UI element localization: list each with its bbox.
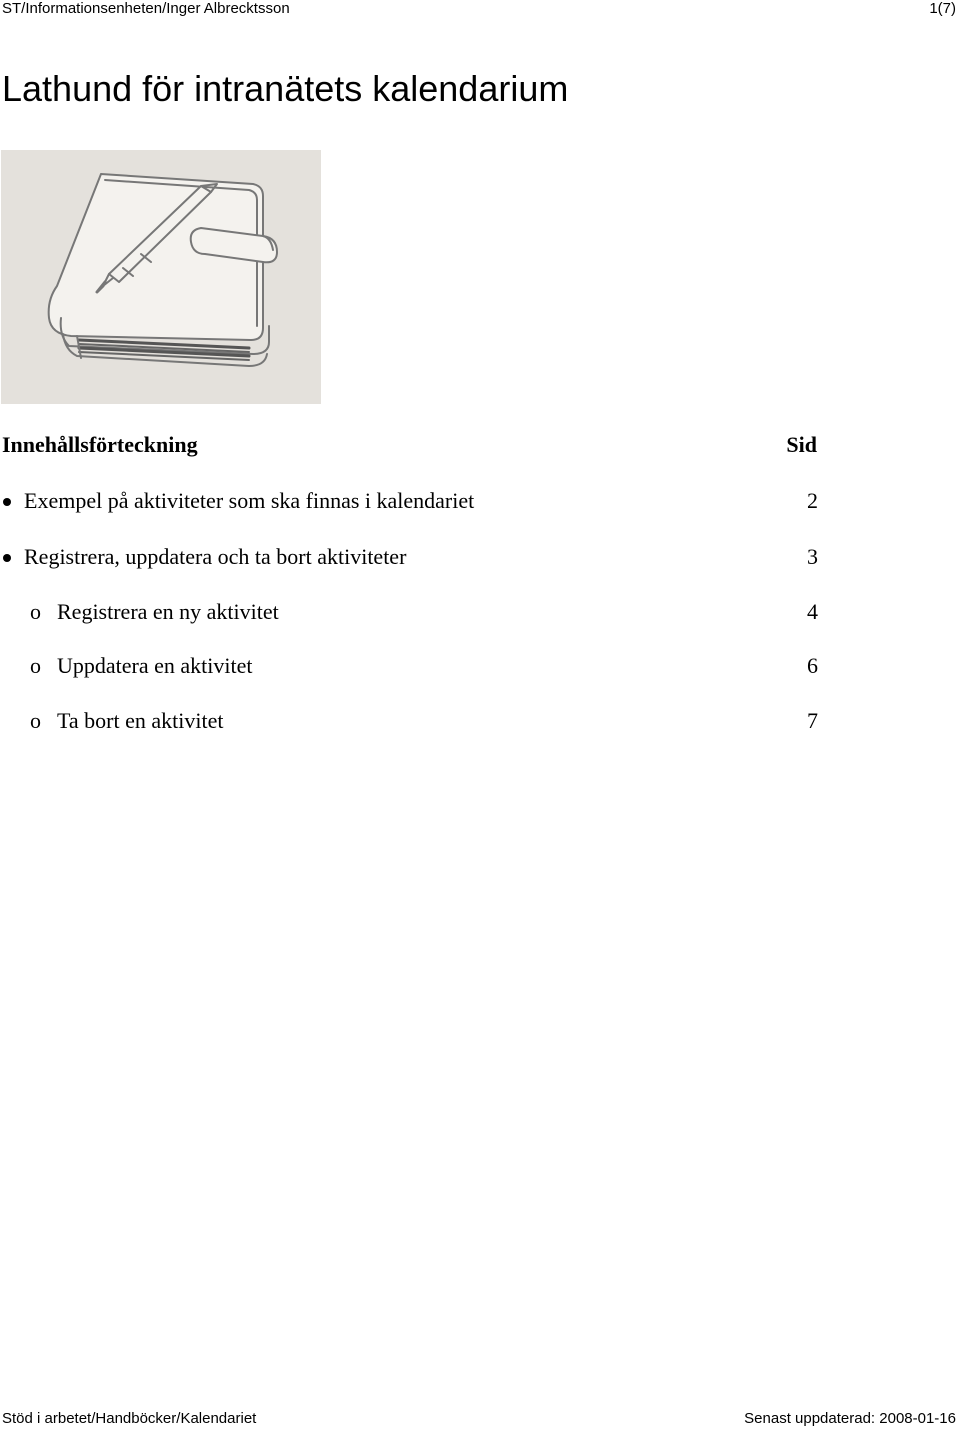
toc-subitem [0,707,818,735]
bullet-icon [3,554,11,562]
sub-bullet-marker: o [30,653,41,678]
toc-item-label: Registrera en ny aktivitet [57,599,279,624]
toc-heading: Innehållsförteckning [2,432,198,457]
toc-item-page: 6 [807,653,818,678]
footer-path: Stöd i arbetet/Handböcker/Kalendariet [2,1410,257,1427]
toc-item [0,543,818,571]
notebook-with-pen-icon [1,150,321,404]
sub-bullet-marker: o [30,708,41,733]
sub-bullet-marker: o [30,599,41,624]
footer-updated: Senast uppdaterad: 2008-01-16 [744,1410,956,1427]
toc-item-label: Uppdatera en aktivitet [57,653,253,678]
toc-item-label: Registrera, uppdatera och ta bort aktiviteter [24,544,407,569]
toc-item-label: Ta bort en aktivitet [57,708,224,733]
toc-item-page: 2 [807,488,818,513]
toc-item-page: 7 [807,708,818,733]
toc-item-page: 4 [807,599,818,624]
page-title: Lathund för intranätets kalendarium [2,68,569,109]
toc-item-label: Exempel på aktiviteter som ska finnas i kalendariet [24,488,475,513]
toc-item-page: 3 [807,544,818,569]
toc-subitem [0,598,818,626]
notebook-illustration [1,150,321,404]
header-path: ST/Informationsenheten/Inger Albrecktsson [2,0,290,17]
toc-item [0,487,818,515]
toc-subitem [0,652,818,680]
page-indicator: 1(7) [929,0,956,17]
bullet-icon [3,498,11,506]
toc-page-column-label: Sid [786,432,817,457]
